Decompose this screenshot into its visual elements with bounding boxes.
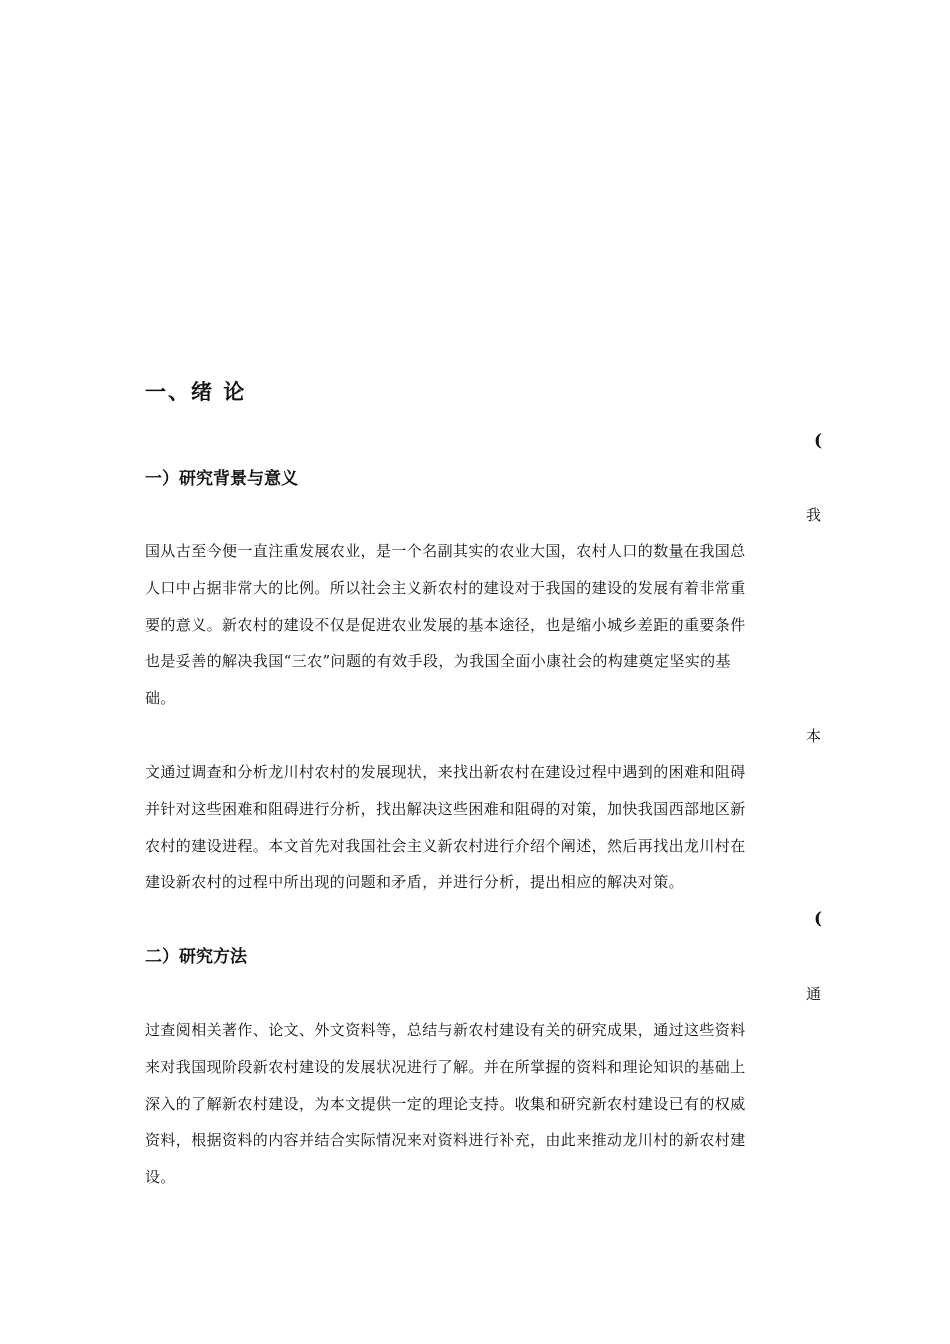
paragraph-line: 也是妥善的解决我国“三农”问题的有效手段，为我国全面小康社会的构建奠定坚实的基 xyxy=(145,652,731,671)
section2-p1-lead-char: 通 xyxy=(806,985,822,1003)
paragraph-line: 深入的了解新农村建设，为本文提供一定的理论支持。收集和研究新农村建设已有的权威 xyxy=(145,1094,746,1113)
section2-open-paren: ( xyxy=(814,909,823,929)
paragraph-line: 建设新农村的过程中所出现的问题和矛盾，并进行分析，提出相应的解决对策。 xyxy=(145,873,685,892)
chapter-title: 一、绪 论 xyxy=(145,380,247,404)
section1-open-paren: ( xyxy=(814,431,823,451)
section1-title: 一）研究背景与意义 xyxy=(145,469,298,489)
section1-p2-lead-char: 本 xyxy=(806,727,822,745)
section1-paragraph-2 xyxy=(145,754,810,901)
paragraph-line: 人口中占据非常大的比例。所以社会主义新农村的建设对于我国的建设的发展有着非常重 xyxy=(145,578,746,597)
paragraph-line: 过查阅相关著作、论文、外文资料等，总结与新农村建设有关的研究成果，通过这些资料 xyxy=(145,1021,746,1039)
paragraph-line: 础。 xyxy=(145,689,176,708)
paragraph-line: 要的意义。新农村的建设不仅是促进农业发展的基本途径，也是缩小城乡差距的重要条件 xyxy=(145,615,746,634)
paragraph-line: 设。 xyxy=(145,1168,176,1187)
section1-paragraph-1 xyxy=(145,533,810,717)
section2-title: 二）研究方法 xyxy=(145,947,247,967)
section1-p1-lead-char: 我 xyxy=(806,506,822,524)
paragraph-line: 国从古至今便一直注重发展农业，是一个名副其实的农业大国，农村人口的数量在我国总 xyxy=(145,542,746,560)
paragraph-line: 农村的建设进程。本文首先对我国社会主义新农村进行介绍个阐述，然后再找出龙川村在 xyxy=(145,836,746,855)
paragraph-line: 来对我国现阶段新农村建设的发展状况进行了解。并在所掌握的资料和理论知识的基础上 xyxy=(145,1057,746,1076)
section2-paragraph-1 xyxy=(145,1012,810,1196)
paragraph-line: 并针对这些困难和阻碍进行分析，找出解决这些困难和阻碍的对策，加快我国西部地区新 xyxy=(145,799,746,818)
paragraph-line: 资料，根据资料的内容并结合实际情况来对资料进行补充，由此来推动龙川村的新农村建 xyxy=(145,1131,746,1150)
paragraph-line: 文通过调查和分析龙川村农村的发展现状，来找出新农村在建设过程中遇到的困难和阻碍 xyxy=(145,763,746,781)
